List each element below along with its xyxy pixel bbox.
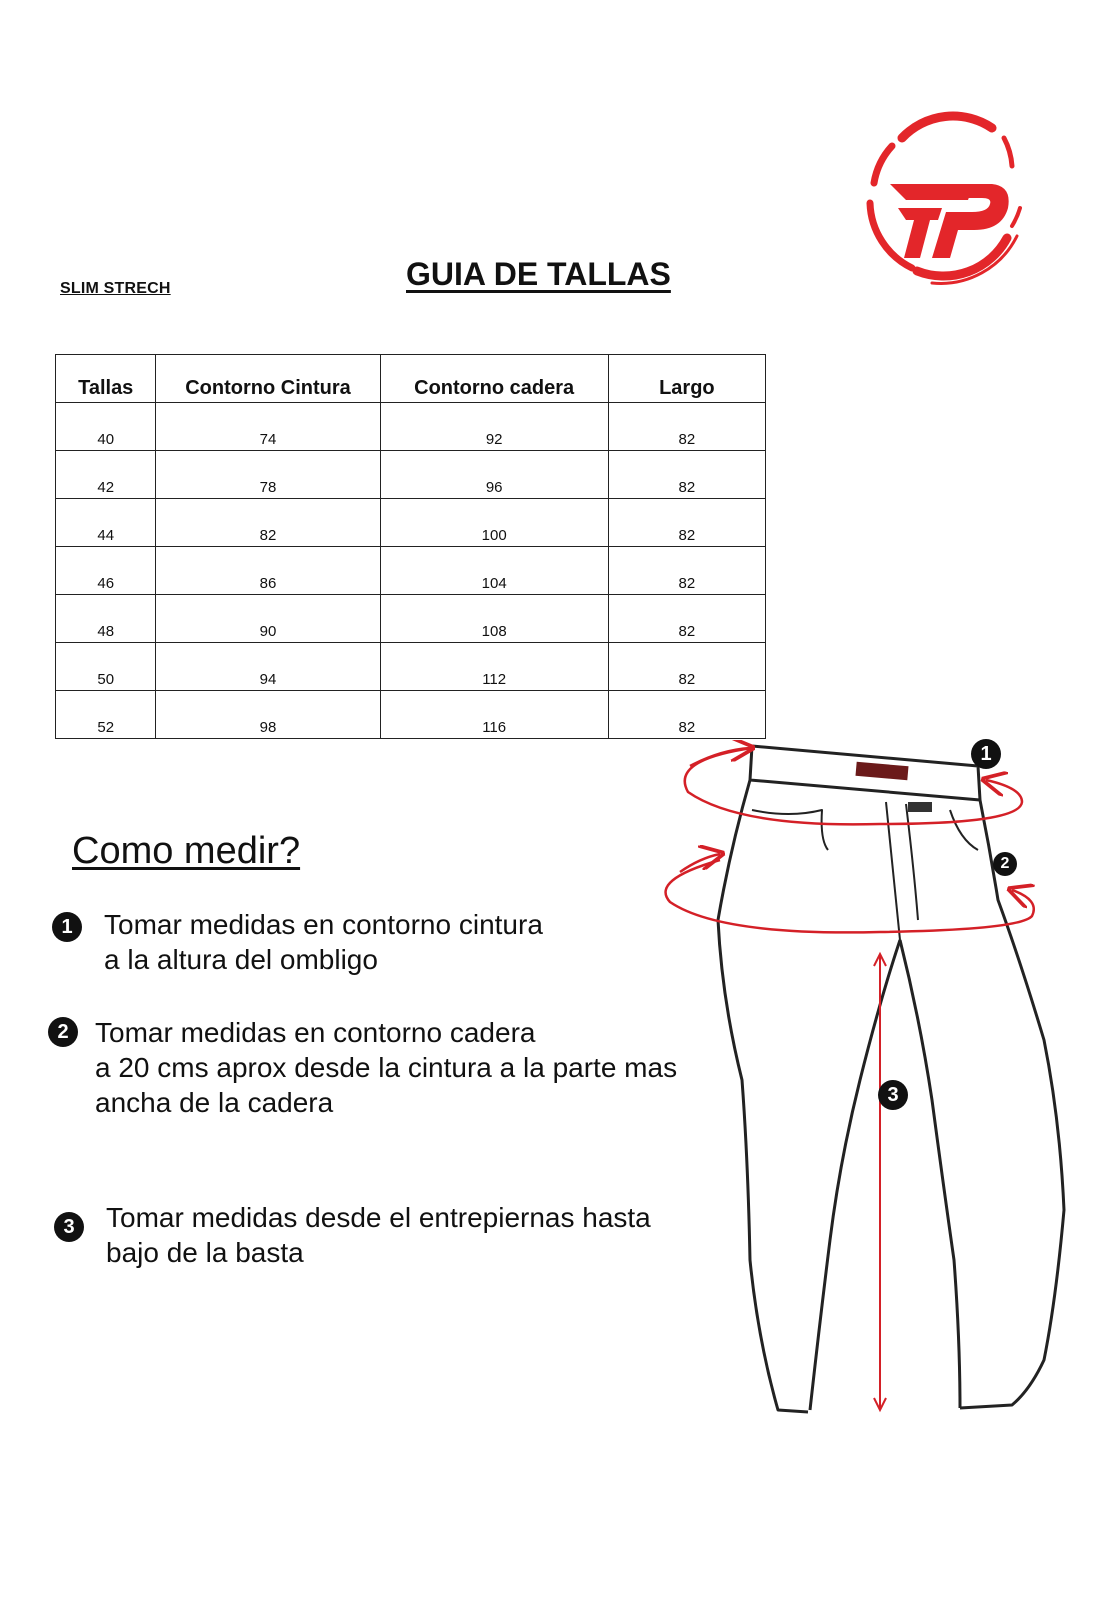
diagram-marker-1: 1 xyxy=(971,739,1001,769)
step-1-line-1: Tomar medidas en contorno cintura xyxy=(104,909,543,940)
waist-cell: 90 xyxy=(156,595,380,643)
product-subtitle: SLIM STRECH xyxy=(60,280,171,297)
table-header-row xyxy=(56,355,766,403)
pants-button xyxy=(908,802,932,812)
size-table xyxy=(55,354,766,739)
waist-cell: 98 xyxy=(156,691,380,739)
hip-cell: 108 xyxy=(380,595,608,643)
pants-brand-label xyxy=(855,762,908,780)
hip-cell: 96 xyxy=(380,451,608,499)
waist-cell: 78 xyxy=(156,451,380,499)
diagram-marker-2: 2 xyxy=(993,852,1017,876)
step-3-number-badge: 3 xyxy=(54,1212,84,1242)
step-2-text xyxy=(95,1015,677,1120)
table-row xyxy=(56,547,766,595)
table-row xyxy=(56,451,766,499)
table-row xyxy=(56,643,766,691)
step-3-line-1: Tomar medidas desde el entrepiernas hasta xyxy=(106,1202,651,1233)
column-header-largo: Largo xyxy=(608,355,765,403)
length-cell: 82 xyxy=(608,403,765,451)
table-row xyxy=(56,691,766,739)
hip-cell: 92 xyxy=(380,403,608,451)
table-row xyxy=(56,595,766,643)
step-2-line-3: ancha de la cadera xyxy=(95,1087,334,1118)
length-cell: 82 xyxy=(608,499,765,547)
length-cell: 82 xyxy=(608,643,765,691)
hip-cell: 104 xyxy=(380,547,608,595)
waist-cell: 94 xyxy=(156,643,380,691)
length-cell: 82 xyxy=(608,547,765,595)
column-header-cintura: Contorno Cintura xyxy=(156,355,380,403)
waist-cell: 86 xyxy=(156,547,380,595)
step-2-number-badge: 2 xyxy=(48,1017,78,1047)
waist-cell: 74 xyxy=(156,403,380,451)
hip-cell: 116 xyxy=(380,691,608,739)
column-header-cadera: Contorno cadera xyxy=(380,355,608,403)
waist-cell: 82 xyxy=(156,499,380,547)
table-row xyxy=(56,499,766,547)
diagram-marker-3: 3 xyxy=(878,1080,908,1110)
size-cell: 40 xyxy=(56,403,156,451)
pants-measurement-diagram xyxy=(660,740,1090,1460)
size-cell: 46 xyxy=(56,547,156,595)
step-1-text xyxy=(104,907,543,977)
step-1-number-badge: 1 xyxy=(52,912,82,942)
brand-logo-icon xyxy=(862,108,1032,288)
hip-cell: 112 xyxy=(380,643,608,691)
size-cell: 50 xyxy=(56,643,156,691)
size-cell: 42 xyxy=(56,451,156,499)
pants-outline xyxy=(718,746,1064,1412)
column-header-tallas: Tallas xyxy=(56,355,156,403)
length-cell: 82 xyxy=(608,691,765,739)
hip-measure-line xyxy=(666,854,1034,932)
step-1-line-2: a la altura del ombligo xyxy=(104,944,378,975)
step-3-line-2: bajo de la basta xyxy=(106,1237,304,1268)
how-to-measure-title: Como medir? xyxy=(72,830,301,872)
step-2-line-2: a 20 cms aprox desde la cintura a la parte mas xyxy=(95,1052,678,1083)
length-cell: 82 xyxy=(608,451,765,499)
hip-cell: 100 xyxy=(380,499,608,547)
length-cell: 82 xyxy=(608,595,765,643)
step-2-line-1: Tomar medidas en contorno cadera xyxy=(95,1017,536,1048)
table-row xyxy=(56,403,766,451)
size-cell: 44 xyxy=(56,499,156,547)
size-cell: 52 xyxy=(56,691,156,739)
page-title: GUIA DE TALLAS xyxy=(406,256,671,292)
size-cell: 48 xyxy=(56,595,156,643)
step-3-text xyxy=(106,1200,651,1270)
